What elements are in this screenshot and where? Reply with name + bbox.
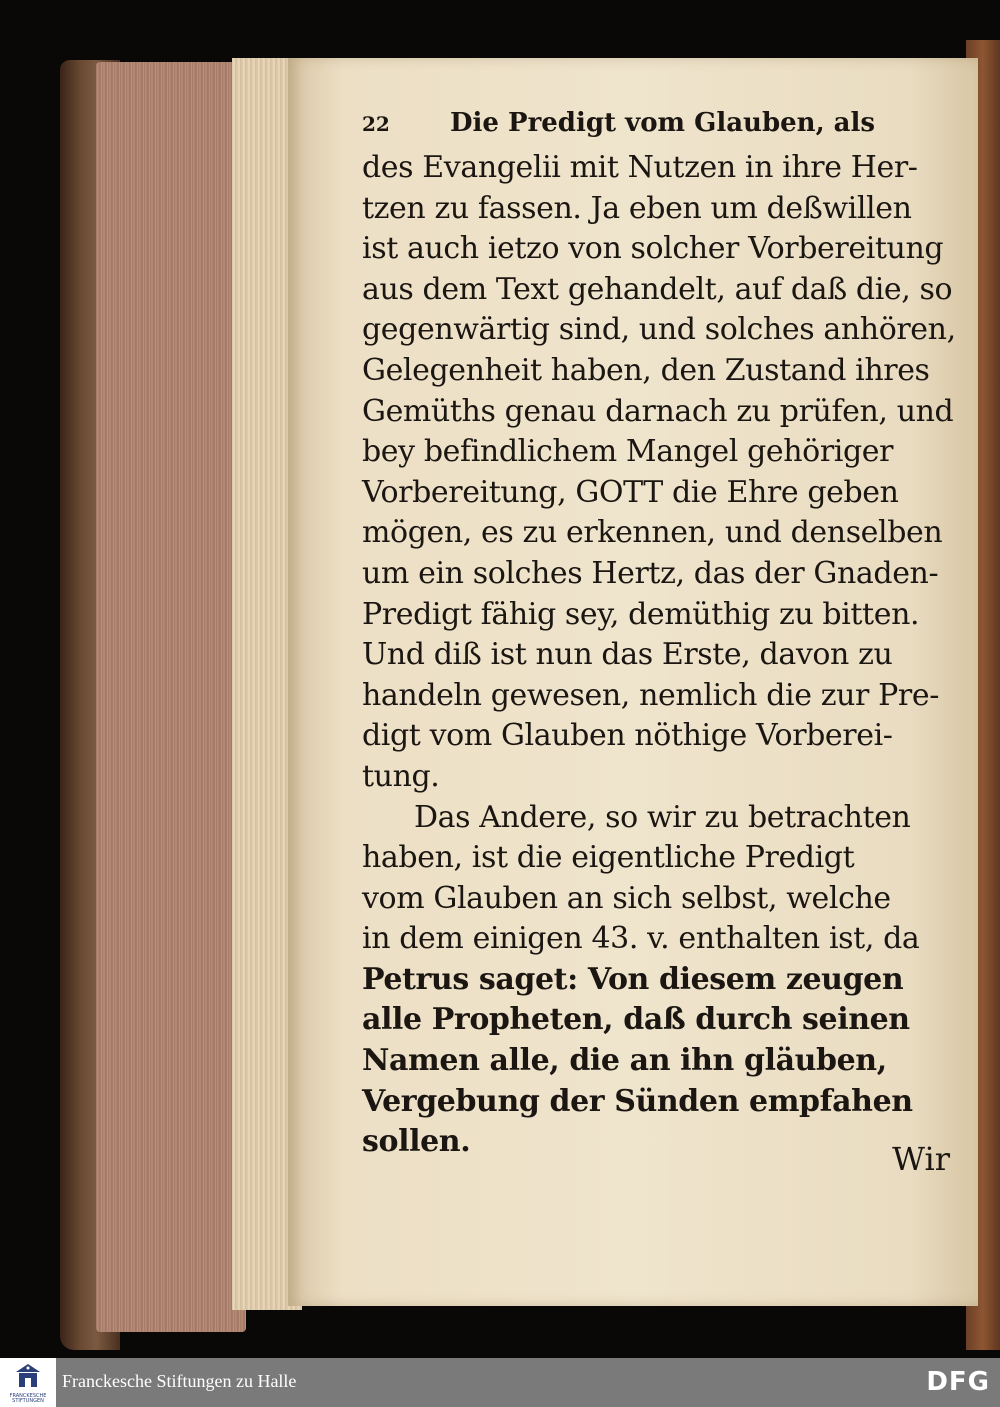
text-line: des Evangelii mit Nutzen in ihre Her- [362, 150, 918, 185]
text-line: Namen alle, die an ihn gläuben, [362, 1043, 887, 1079]
text-line: Petrus saget: Von diesem zeugen [362, 961, 904, 997]
text-line: gegenwärtig sind, und solches anhören, [362, 312, 956, 348]
text-line: Vorbereitung, GOTT die Ehre geben [362, 474, 899, 510]
text-line: handeln gewesen, nemlich die zur Pre- [362, 677, 939, 713]
text-line: aus dem Text gehandelt, auf daß die, so [362, 271, 953, 307]
text-line: in dem einigen 43. v. enthalten ist, da [362, 921, 920, 957]
logo-text: FRANCKESCHE STIFTUNGEN [9, 1393, 47, 1404]
text-line: ist auch ietzo von solcher Vorbereitung [362, 231, 944, 267]
page-header [362, 108, 962, 148]
text-line: digt vom Glauben nöthige Vorberei- [362, 718, 893, 754]
catchword: Wir [892, 1140, 950, 1178]
text-line: haben, ist die eigentliche Predigt [362, 840, 855, 876]
text-line: bey befindlichem Mangel gehöriger [362, 434, 894, 470]
text-line: Predigt fähig sey, demüthig zu bitten. [362, 596, 920, 632]
page-number: 22 [362, 112, 390, 136]
text-line: Vergebung der Sünden empfahen [362, 1083, 913, 1119]
text-line: sollen. [362, 1124, 471, 1160]
text-line: tzen zu fassen. Ja eben um deßwillen [362, 190, 912, 226]
page-block-edge [96, 62, 246, 1332]
francke-logo-icon [10, 1362, 46, 1392]
text-line: vom Glauben an sich selbst, welche [362, 880, 891, 916]
dfg-logo[interactable]: DFG [926, 1367, 990, 1397]
running-head: Die Predigt vom Glauben, als [450, 108, 876, 138]
institution-logo[interactable] [0, 1358, 56, 1407]
text-line: Gemüths genau darnach zu prüfen, und [362, 393, 954, 429]
text-line: Gelegenheit haben, den Zustand ihres [362, 352, 930, 388]
text-line: mögen, es zu erkennen, und denselben [362, 515, 943, 551]
text-line: Das Andere, so wir zu betrachten [414, 799, 911, 835]
institution-name[interactable]: Franckesche Stiftungen zu Halle [62, 1371, 297, 1391]
text-line: alle Propheten, daß durch seinen [362, 1002, 910, 1038]
text-line: tung. [362, 758, 440, 794]
body-lines [362, 148, 962, 1163]
text-line: Und diß ist nun das Erste, davon zu [362, 637, 893, 673]
viewer-footer [0, 1358, 1000, 1407]
page-text-block [362, 108, 962, 1163]
text-line: um ein solches Hertz, das der Gnaden- [362, 555, 939, 591]
